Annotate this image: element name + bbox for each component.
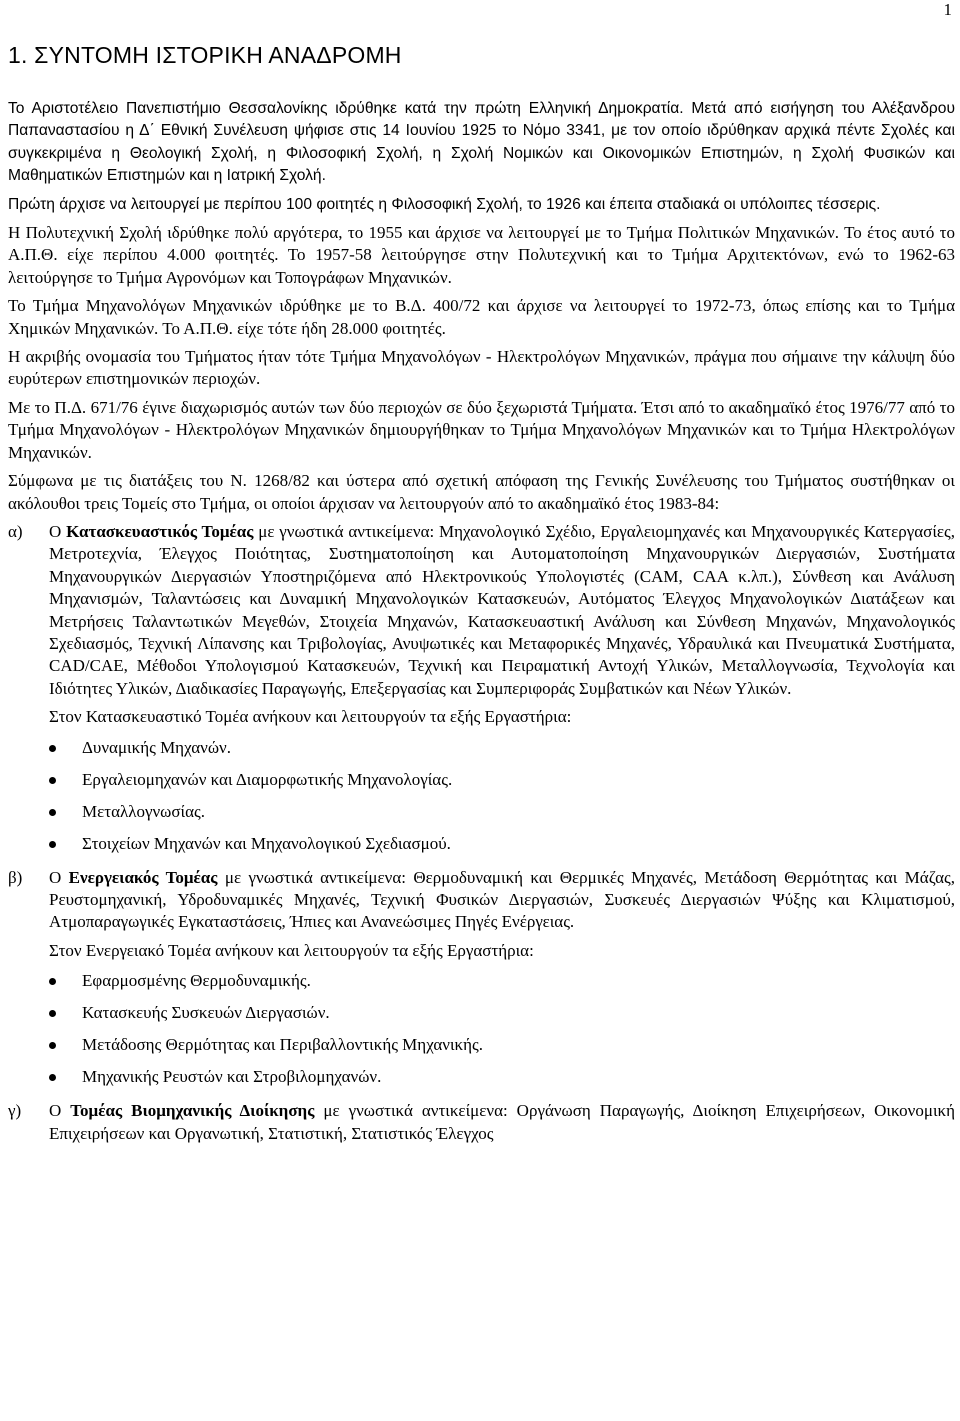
bullet-icon [49,745,56,752]
paragraph: Σύμφωνα με τις διατάξεις του Ν. 1268/82 και ύστερα από σχετική απόφαση της Γενικής Συνέλευσης του Τμήματος συστήθηκαν οι ακόλουθοι τρεις Τομείς στο Τμήμα, οι οποίοι άρχισαν να λειτουργούν από το ακαδημαϊκό έτος 1983-84: [8,471,955,513]
section-name: Κατασκευαστικός Τομέας [66,521,254,541]
paragraph: Πρώτη άρχισε να λειτουργεί με περίπου 100 φοιτητές η Φιλοσοφική Σχολή, το 1926 και έπειτα σταδιακά οι υπόλοιπες τέσσερις. [8,195,881,213]
section-prefix: Ο [49,1101,71,1121]
section-industrial-management [8,1100,955,1145]
list-item [49,737,955,769]
bullet-icon [49,978,56,985]
lab-name: Κατασκευής Συσκευών Διεργασιών. [82,1003,330,1023]
lab-name: Μετάδοσης Θερμότητας και Περιβαλλοντικής Μηχανικής. [82,1035,483,1055]
list-item [49,1066,955,1098]
section-marker: β) [8,867,23,887]
section-text: με γνωστικά αντικείμενα: Μηχανολογικό Σχέδιο, Εργαλειομηχανές και Μηχανουργικές Κατεργασίες, Μετροτεχνία, Έλεγχος Ποιότητας, Συστηματοποίηση και Αυτοματοποίηση Μηχανουργικών Διεργασιών, Συστήματα Μηχανουργικών Διεργασιών Υποστηριζόμενα από Ηλεκτρονικούς Υπολογιστές (CAM, CAA κ.λπ.), Σύνθεση και Ανάλυση Μηχανισμών, Ταλαντώσεις και Δυναμική Μηχανολογικών Κατασκευών, Αυτόματος Έλεγχος Μηχανολογικών Διατάξεων και Μετρήσεις Ταλαντωτικών Μεγεθών, Στοιχεία Μηχανών, Κατασκευαστική Ανάλυση και Σύνθεση Μηχανών, Μηχανολογικός Σχεδιασμός, Τεχνική Λίπανσης και Τριβολογίας, Ανυψωτικές και Μεταφορικές Μηχανές, Υδραυλικά και Πνευματικά Συστήματα, CAD/CAE, Μέθοδοι Υπολογισμού Κατασκευών, Τεχνική και Πειραματική Αντοχή Υλικών, Μεταλλογνωσία, Τεχνολογία και Ιδιότητες Υλικών, Διαδικασίες Παραγωγής, Επεξεργασίας και Συμπεριφοράς Συμβατικών και Νέων Υλικών. [49,521,956,698]
labs-intro: Στον Κατασκευαστικό Τομέα ανήκουν και λειτουργούν τα εξής Εργαστήρια: [49,707,572,727]
bullet-icon [49,1042,56,1049]
list-item [49,970,955,1002]
list-item [49,801,955,833]
document-body [8,98,955,1145]
bullet-icon [49,809,56,816]
lab-name: Μεταλλογνωσίας. [82,801,205,821]
page-number: 1 [943,0,952,19]
lab-name: Στοιχείων Μηχανών και Μηχανολογικού Σχεδιασμού. [82,833,451,853]
labs-list [8,737,955,865]
section-marker: γ) [8,1101,22,1121]
section-text: με γνωστικά αντικείμενα: Οργάνωση Παραγωγής, Διοίκηση Επιχειρήσεων, Οικονομική Επιχειρήσεων και Οργανωτική, Στατιστική, Στατιστικός Έλεγχος [49,1101,955,1143]
lab-name: Δυναμικής Μηχανών. [82,737,231,757]
section-energy [8,867,955,934]
section-text: με γνωστικά αντικείμενα: Θερμοδυναμική και Θερμικές Μηχανές, Μετάδοση Θερμότητας και Μάζας, Ρευστομηχανική, Υδροδυναμικές Μηχανές, Τεχνική Φυσικών Διεργασιών, Συσκευές Διεργασιών Ψύξης και Κλιματισμού, Ατμοπαραγωγικές Εγκαταστάσεις, Ήπιες και Ανανεώσιμες Πηγές Ενέργειας. [49,867,956,932]
bullet-icon [49,777,56,784]
labs-list [8,970,955,1098]
list-item [49,1034,955,1066]
paragraph: Το Αριστοτέλειο Πανεπιστήμιο Θεσσαλονίκης ιδρύθηκε κατά την πρώτη Ελληνική Δημοκρατία. Μετά από εισήγηση του Αλέξανδρου Παπαναστασίου η Δ΄ Εθνική Συνέλευση ψήφισε στις 14 Ιουνίου 1925 το Νόμο 3341, με τον οποίο ιδρύθηκαν αρχικά πέντε Σχολές και συγκεκριμένα η Θεολογική Σχολή, η Φιλοσοφική Σχολή, η Σχολή Νομικών και Οικονομικών Επιστημών, η Σχολή Φυσικών και Μαθηματικών Επιστημών και η Ιατρική Σχολή. [8,100,955,185]
list-item [49,833,955,865]
bullet-icon [49,1010,56,1017]
labs-intro: Στον Ενεργειακό Τομέα ανήκουν και λειτουργούν τα εξής Εργαστήρια: [49,940,534,960]
paragraph: Η ακριβής ονομασία του Τμήματος ήταν τότε Τμήμα Μηχανολόγων - Ηλεκτρολόγων Μηχανικών, πράγμα που σήμαινε την κάλυψη δύο ευρύτερων επιστημονικών περιοχών. [8,347,955,389]
lab-name: Εφαρμοσμένης Θερμοδυναμικής. [82,971,311,991]
paragraph: Το Τμήμα Μηχανολόγων Μηχανικών ιδρύθηκε με το Β.Δ. 400/72 και άρχισε να λειτουργεί το 1972-73, όπως επίσης και το Τμήμα Χημικών Μηχανικών. Το Α.Π.Θ. είχε τότε ήδη 28.000 φοιτητές. [8,296,955,338]
bullet-icon [49,1074,56,1081]
lab-name: Μηχανικής Ρευστών και Στροβιλομηχανών. [82,1067,382,1087]
section-body [49,867,955,934]
paragraph: Με το Π.Δ. 671/76 έγινε διαχωρισμός αυτών των δύο περιοχών σε δύο ξεχωριστά Τμήματα. Έτσι από το ακαδημαϊκό έτος 1976/77 από το Τμήμα Μηχανολόγων - Ηλεκτρολόγων Μηχανικών δημιουργήθηκαν το Τμήμα Μηχανολόγων Μηχανικών και το Τμήμα Ηλεκτρολόγων Μηχανικών. [8,397,955,462]
section-prefix: Ο [49,521,67,541]
section-body [49,521,955,700]
section-prefix: Ο [49,867,69,887]
section-body [49,1100,955,1145]
section-construction [8,521,955,700]
paragraph: Η Πολυτεχνική Σχολή ιδρύθηκε πολύ αργότερα, το 1955 και άρχισε να λειτουργεί με το Τμήμα Πολιτικών Μηχανικών. Το έτος αυτό το Α.Π.Θ. είχε περίπου 4.000 φοιτητές. Το 1957-58 λειτούργησε στην Πολυτεχνική και το Τμήμα Αρχιτεκτόνων, ενώ το 1962-63 λειτούργησε το Τμήμα Αγρονόμων και Τοπογράφων Μηχανικών. [8,223,955,287]
section-heading: 1. ΣΥΝΤΟΜΗ ΙΣΤΟΡΙΚΗ ΑΝΑΔΡΟΜΗ [8,42,402,68]
section-name: Ενεργειακός Τομέας [68,867,218,887]
list-item [49,1002,955,1034]
section-marker: α) [8,521,23,541]
lab-name: Εργαλειομηχανών και Διαμορφωτικής Μηχανολογίας. [82,769,453,789]
bullet-icon [49,841,56,848]
section-name: Τομέας Βιομηχανικής Διοίκησης [70,1101,315,1121]
list-item [49,769,955,801]
